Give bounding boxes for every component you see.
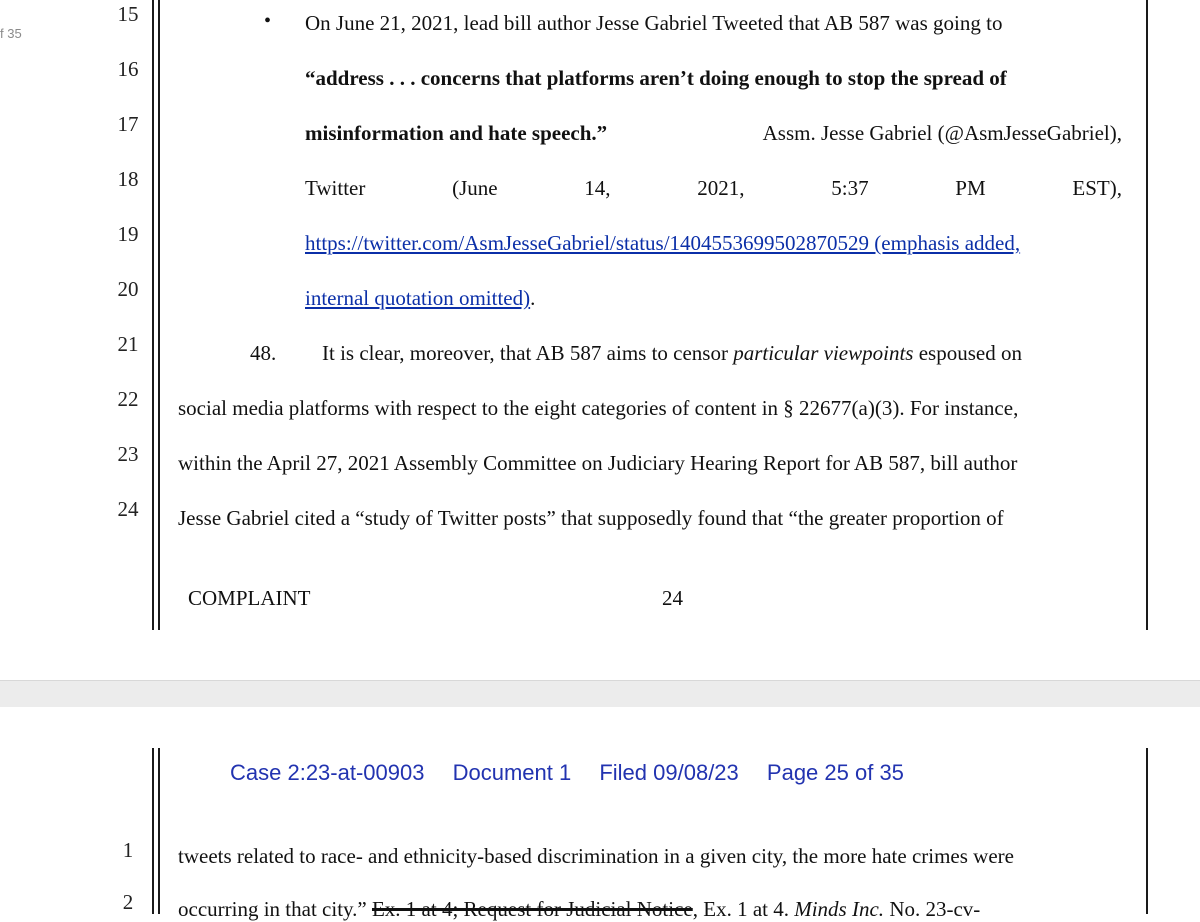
- body-line-19: [305, 231, 1020, 256]
- line-number: 17: [117, 112, 139, 136]
- line-number: 15: [117, 2, 139, 26]
- footer-page-number: 24: [662, 586, 683, 610]
- line-number: 2: [122, 890, 134, 914]
- right-margin-rule: [1146, 0, 1148, 630]
- text-segment: No. 23-cv-: [884, 897, 981, 921]
- left-margin-rule-inner: [158, 0, 160, 630]
- body-line-24: Jesse Gabriel cited a “study of Twitter posts” that supposedly found that “the greater proportion of: [178, 506, 1004, 530]
- italic-case-name: Minds Inc.: [794, 897, 885, 921]
- body-line-20: [305, 286, 535, 311]
- line-number: 23: [117, 442, 139, 466]
- citation-word: 14,: [584, 176, 611, 200]
- body-line-22: social media platforms with respect to the eight categories of content in § 22677(a)(3). For instance,: [178, 396, 1019, 420]
- body-line-23: within the April 27, 2021 Assembly Committee on Judiciary Hearing Report for AB 587, bill author: [178, 451, 1018, 475]
- filed-date: Filed 09/08/23: [599, 760, 739, 785]
- page-of: Page 25 of 35: [766, 760, 904, 785]
- bold-quote: misinformation and hate speech.”: [305, 121, 608, 145]
- line-number: 24: [117, 497, 139, 521]
- citation-word: 5:37: [831, 176, 869, 200]
- page-count-fragment: f 35: [0, 26, 22, 41]
- line-number: 16: [117, 57, 139, 81]
- twitter-link[interactable]: https://twitter.com/AsmJesseGabriel/status/1404553699502870529 (emphasis added,: [305, 231, 1021, 255]
- body-line-18: [305, 176, 1122, 201]
- period: .: [530, 286, 536, 310]
- right-margin-rule: [1146, 748, 1148, 914]
- body-line-16: “address . . . concerns that platforms aren’t doing enough to stop the spread of: [305, 66, 1007, 90]
- text-segment: It is clear, moreover, that AB 587 aims to censor: [322, 341, 734, 365]
- struck-text: Ex. 1 at 4; Request for Judicial Notice: [371, 897, 693, 921]
- line-number: 22: [117, 387, 139, 411]
- citation-word: PM: [955, 176, 986, 200]
- citation-word: EST),: [1072, 176, 1122, 200]
- left-margin-rule-outer: [152, 0, 154, 630]
- line-number: 18: [117, 167, 139, 191]
- body-line-21: [322, 341, 1022, 366]
- left-margin-rule-inner: [158, 748, 160, 914]
- case-number: Case 2:23-at-00903: [230, 760, 425, 785]
- bullet-point: •: [264, 10, 272, 32]
- page-25: [0, 707, 1200, 914]
- twitter-link-continued[interactable]: internal quotation omitted): [305, 286, 531, 310]
- ecf-header: [230, 760, 926, 786]
- citation-word: (June: [452, 176, 498, 200]
- body-line-2: [178, 897, 980, 922]
- body-line-1: tweets related to race- and ethnicity-based discrimination in a given city, the more hate crimes were: [178, 844, 1014, 868]
- citation-text: Assm. Jesse Gabriel (@AsmJesseGabriel),: [762, 121, 1122, 145]
- body-line-15: On June 21, 2021, lead bill author Jesse Gabriel Tweeted that AB 587 was going to: [305, 11, 1003, 35]
- text-segment: , Ex. 1 at 4.: [692, 897, 795, 921]
- line-number: 19: [117, 222, 139, 246]
- text-segment: espoused on: [913, 341, 1022, 365]
- citation-word: Twitter: [305, 176, 366, 200]
- line-number: 21: [117, 332, 139, 356]
- paragraph-number: 48.: [250, 341, 277, 365]
- footer-title: COMPLAINT: [188, 586, 311, 610]
- body-line-17: [305, 121, 1122, 146]
- left-margin-rule-outer: [152, 748, 154, 914]
- line-number: 1: [122, 838, 134, 862]
- page-separator: [0, 680, 1200, 708]
- document-number: Document 1: [452, 760, 572, 785]
- line-number: 20: [117, 277, 139, 301]
- text-segment: occurring in that city.”: [178, 897, 372, 921]
- italic-phrase: particular viewpoints: [733, 341, 914, 365]
- citation-word: 2021,: [697, 176, 745, 200]
